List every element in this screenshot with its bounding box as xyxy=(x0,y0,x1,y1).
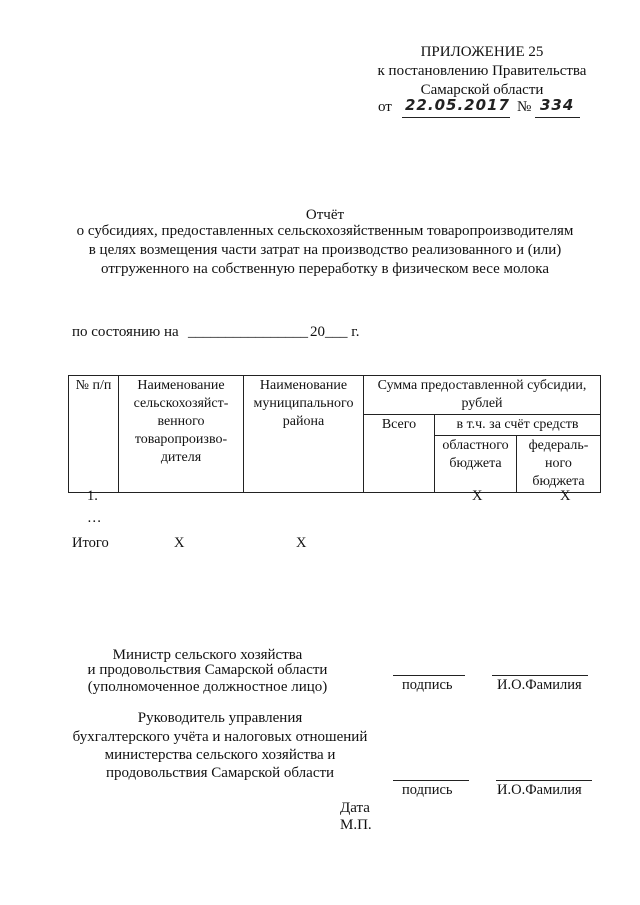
col-district-header: Наименование муниципального района xyxy=(244,376,364,493)
report-table xyxy=(68,375,601,493)
number-prefix: № xyxy=(517,99,532,115)
minister-name-line xyxy=(492,675,588,676)
head-title-3: министерства сельского хозяйства и xyxy=(104,747,336,763)
report-subtitle-1: о субсидиях, предоставленных сельскохозяйственным товаропроизводителям xyxy=(76,223,574,239)
total-label: Итого xyxy=(72,535,109,551)
date-label: Дата xyxy=(340,800,370,816)
head-signature-line xyxy=(393,780,469,781)
col-total-header: Всего xyxy=(364,415,435,493)
head-title-4: продовольствия Самарской области xyxy=(105,765,335,781)
row1-number: 1. xyxy=(87,488,98,504)
number-underline xyxy=(535,117,580,118)
date-prefix: от xyxy=(378,99,392,115)
minister-signature-label: подпись xyxy=(402,677,453,693)
col-number-header: № п/п xyxy=(69,376,119,493)
minister-title-1: Министр сельского хозяйства xyxy=(112,647,303,663)
minister-name-label: И.О.Фамилия xyxy=(497,677,582,693)
handwritten-date: 22.05.2017 xyxy=(405,96,510,114)
row-ellipsis: … xyxy=(87,510,102,526)
row1-federal-x: X xyxy=(560,488,571,504)
as-of-date-blank: ________________ xyxy=(188,324,308,340)
head-signature-label: подпись xyxy=(402,782,453,798)
as-of-year: 20___ г. xyxy=(310,324,360,340)
report-title: Отчёт xyxy=(305,207,345,223)
stamp-label: М.П. xyxy=(340,817,372,833)
appendix-title: ПРИЛОЖЕНИЕ 25 xyxy=(420,44,544,60)
col-producer-header: Наименование сельскохозяйст-венного товаропроизво-дителя xyxy=(119,376,244,493)
appendix-subtitle: к постановлению Правительства xyxy=(377,63,587,79)
col-regional-header: областного бюджета xyxy=(435,436,517,493)
total-x-1: X xyxy=(174,535,185,551)
date-underline xyxy=(402,117,510,118)
report-subtitle-2: в целях возмещения части затрат на производство реализованного и (или) xyxy=(88,242,562,258)
minister-title-2: и продовольствия Самарской области xyxy=(87,662,328,678)
total-x-2: X xyxy=(296,535,307,551)
head-title-1: Руководитель управления xyxy=(137,710,303,726)
col-federal-header: федераль-ного бюджета xyxy=(517,436,601,493)
minister-signature-line xyxy=(393,675,465,676)
appendix-region: Самарской области xyxy=(420,82,544,98)
as-of-label: по состоянию на xyxy=(72,324,179,340)
handwritten-number: 334 xyxy=(540,96,575,114)
col-sum-header: Сумма предоставленной субсидии, рублей xyxy=(364,376,601,415)
head-name-label: И.О.Фамилия xyxy=(497,782,582,798)
row1-regional-x: X xyxy=(472,488,483,504)
col-incl-header: в т.ч. за счёт средств xyxy=(435,415,601,436)
minister-title-3: (уполномоченное должностное лицо) xyxy=(87,679,328,695)
report-subtitle-3: отгруженного на собственную переработку в физическом весе молока xyxy=(101,261,549,277)
head-title-2: бухгалтерского учёта и налоговых отношений xyxy=(72,729,368,745)
head-name-line xyxy=(496,780,592,781)
